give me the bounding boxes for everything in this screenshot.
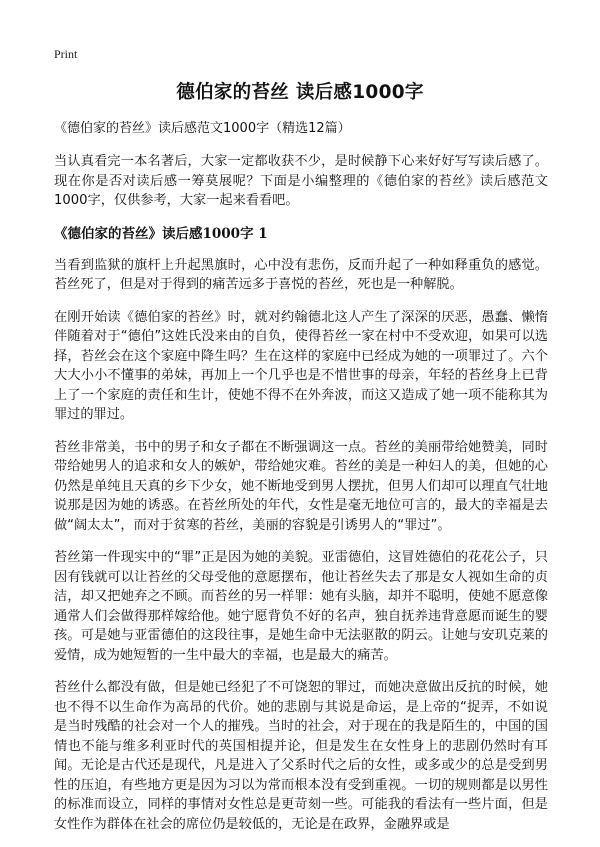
intro-paragraph: 当认真看完一本名著后，大家一定都收获不少，是时候静下心来好好写写读后感了。现在你是否对读后感一筹莫展呢？下面是小编整理的《德伯家的苔丝》读后感范文1000字，仅供参考，大家一起来看看吧。 — [54, 154, 548, 208]
paragraph-5: 苔丝什么都没有做，但是她已经犯了不可饶恕的罪过，而她决意做出反抗的时候，她也不得不以生命作为高昂的代价。她的悲剧与其说是命运，是上帝的“捉弄，不如说是当时残酷的社会对一个人的摧残。当时的社会，对于现在的我是陌生的，中国的国情也不能与维多利亚时代的英国相提并论，但是发生在女性身上的悲剧仍然时有耳闻。无论是古代还是现代，凡是进入了父系时代之后的女性，或多或少的总是受到男性的压迫，有些地方更是因为习以为常而根本没有受到重视。一切的规则都是以男性的标准而设立，同样的事情对女性总是更苛刻一些。可能我的看法有一些片面，但是女性作为群体在社会的席位仍是较低的，无论是在政界，金融界或是 — [54, 680, 548, 832]
section-heading: 《德伯家的苔丝》读后感1000字 1 — [54, 225, 268, 242]
page-title: 德伯家的苔丝 读后感1000字 — [176, 82, 424, 103]
article-subtitle: 《德伯家的苔丝》读后感范文1000字（精选12篇） — [54, 121, 351, 136]
print-link[interactable]: Print — [54, 47, 78, 61]
paragraph-3: 苔丝非常美，书中的男子和女子都在不断强调这一点。苔丝的美丽带给她赞美，同时带给她男人的追求和女人的嫉妒，带给她灾难。苔丝的美是一种妇人的美，但她的心仍然是单纯且天真的乡下少女，她不断地受到男人摆扰，但男人们却可以理直气壮地说那是因为她的诱惑。在苔丝所处的年代，女性是毫无地位可言的，最大的幸福是去做“阔太太”，而对于贫寒的苔丝，美丽的容貌是引诱男人的“罪过”。 — [54, 439, 548, 533]
paragraph-2: 在刚开始读《德伯家的苔丝》时，就对约翰德北这人产生了深深的厌恶，愚蠢、懒惰伴随着对于“德伯”这姓氏没来由的自负，使得苔丝一家在村中不受欢迎，如果可以选择，苔丝会在这个家庭中降生吗？生在这样的家庭中已经成为她的一项罪过了。六个大大小小不懂事的弟妹，再加上一个几乎也是不惜世事的母亲，年轻的苔丝身上已背上了一个家庭的责任和生计，使她不得不在外奔波，而这又造成了她一项不能称其为罪过的罪过。 — [54, 309, 548, 422]
paragraph-4: 苔丝第一件现实中的“罪”正是因为她的美貌。亚雷德伯，这冒姓德伯的花花公子，只因有钱就可以让苔丝的父母受他的意愿摆布，他让苔丝失去了那是女人视如生命的贞洁，却又把她弃之不顾。而苔丝的另一样罪：她有头脑，却并不聪明，使她不愿意像通常人们会做得那样嫁给他。她宁愿背负不好的名声，独自抚养违背意愿而诞生的婴孩。可是她与亚雷德伯的这段往事，是她生命中无法驱散的阴云。让她与安玑克莱的爱情，成为她短暂的一生中最大的幸福，也是最大的痛苦。 — [54, 550, 548, 663]
paragraph-1: 当看到监狱的旗杆上升起黑旗时，心中没有悲伤，反而升起了一种如释重负的感觉。苔丝死了，但是对于得到的痛苦远多于喜悦的苔丝，死也是一种解脱。 — [54, 257, 548, 292]
article-body — [54, 118, 548, 847]
